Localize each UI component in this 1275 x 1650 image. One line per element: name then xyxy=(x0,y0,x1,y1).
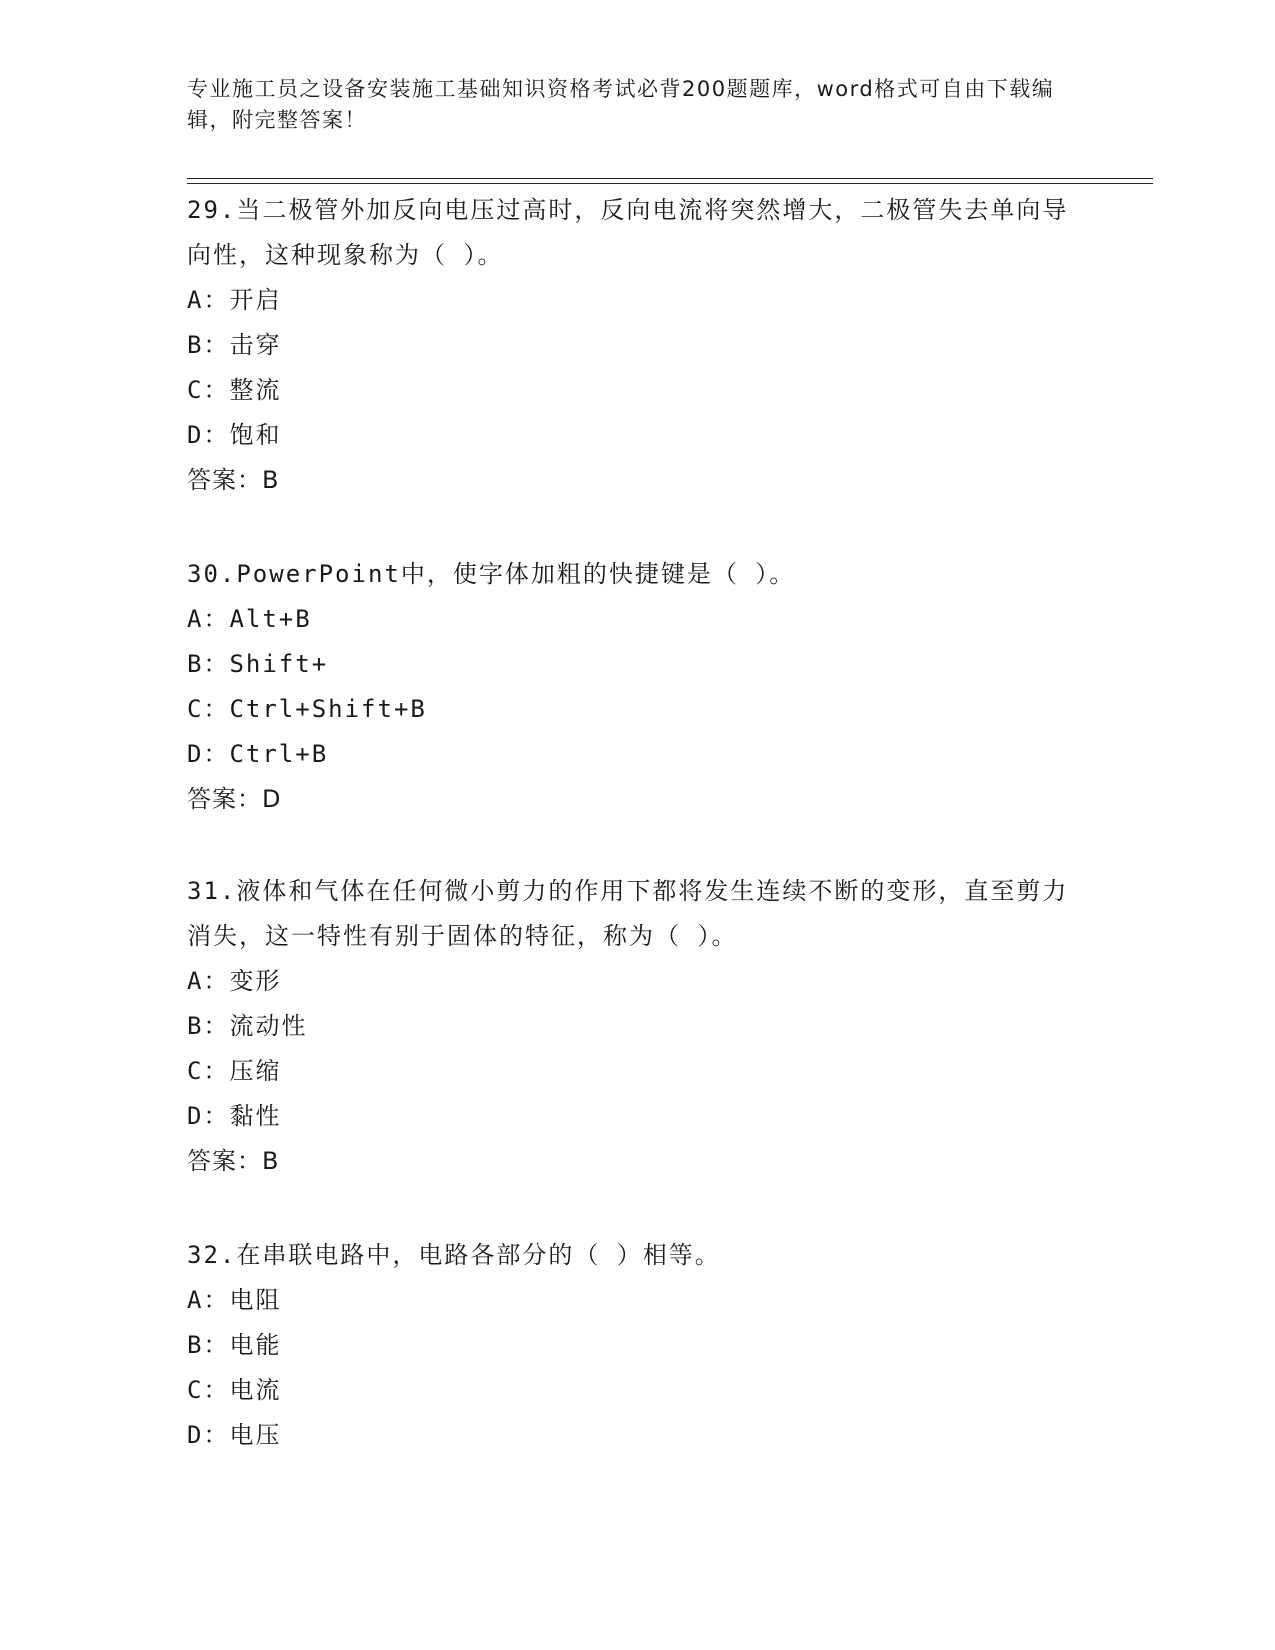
answer-line: 答案：B xyxy=(187,1147,280,1175)
question-text: 当二极管外加反向电压过高时，反向电流将突然增大，二极管失去单向导向性，这种现象称为（ ）。 xyxy=(187,196,1069,269)
question-30 xyxy=(187,552,1087,822)
option-c: C：电流 xyxy=(187,1376,282,1404)
question-text: 液体和气体在任何微小剪力的作用下都将发生连续不断的变形，直至剪力消失，这一特性有别于固体的特征，称为（ ）。 xyxy=(187,877,1069,950)
option-c: C：Ctrl+Shift+B xyxy=(187,695,427,723)
question-number: 30. xyxy=(187,560,237,588)
option-d: D：饱和 xyxy=(187,421,282,449)
question-29 xyxy=(187,188,1087,503)
question-number: 32. xyxy=(187,1241,237,1269)
option-b: B：流动性 xyxy=(187,1012,308,1040)
answer-line: 答案：B xyxy=(187,466,280,494)
question-number: 29. xyxy=(187,196,237,224)
option-a: A：开启 xyxy=(187,286,282,314)
question-text: PowerPoint中，使字体加粗的快捷键是（ ）。 xyxy=(236,560,796,588)
option-c: C：整流 xyxy=(187,376,282,404)
question-stem xyxy=(187,869,1087,959)
question-number: 31. xyxy=(187,877,237,905)
question-stem xyxy=(187,188,1087,278)
question-31 xyxy=(187,869,1087,1184)
header-divider-bottom xyxy=(187,183,1153,184)
option-c: C：压缩 xyxy=(187,1057,282,1085)
question-32 xyxy=(187,1233,1087,1458)
option-d: D：黏性 xyxy=(187,1102,282,1130)
option-b: B：击穿 xyxy=(187,331,282,359)
option-d: D：Ctrl+B xyxy=(187,740,329,768)
answer-line: 答案：D xyxy=(187,785,282,813)
question-stem xyxy=(187,1233,1087,1278)
option-a: A：Alt+B xyxy=(187,605,312,633)
option-b: B：电能 xyxy=(187,1331,282,1359)
option-b: B：Shift+ xyxy=(187,650,329,678)
option-a: A：变形 xyxy=(187,967,282,995)
document-header xyxy=(187,74,1067,136)
question-stem xyxy=(187,552,1087,597)
question-text: 在串联电路中，电路各部分的（ ）相等。 xyxy=(236,1241,721,1269)
option-a: A：电阻 xyxy=(187,1286,282,1314)
header-divider-top xyxy=(187,178,1153,179)
option-d: D：电压 xyxy=(187,1421,282,1449)
header-title: 专业施工员之设备安装施工基础知识资格考试必背200题题库，word格式可自由下载编辑，附完整答案！ xyxy=(187,77,1055,132)
